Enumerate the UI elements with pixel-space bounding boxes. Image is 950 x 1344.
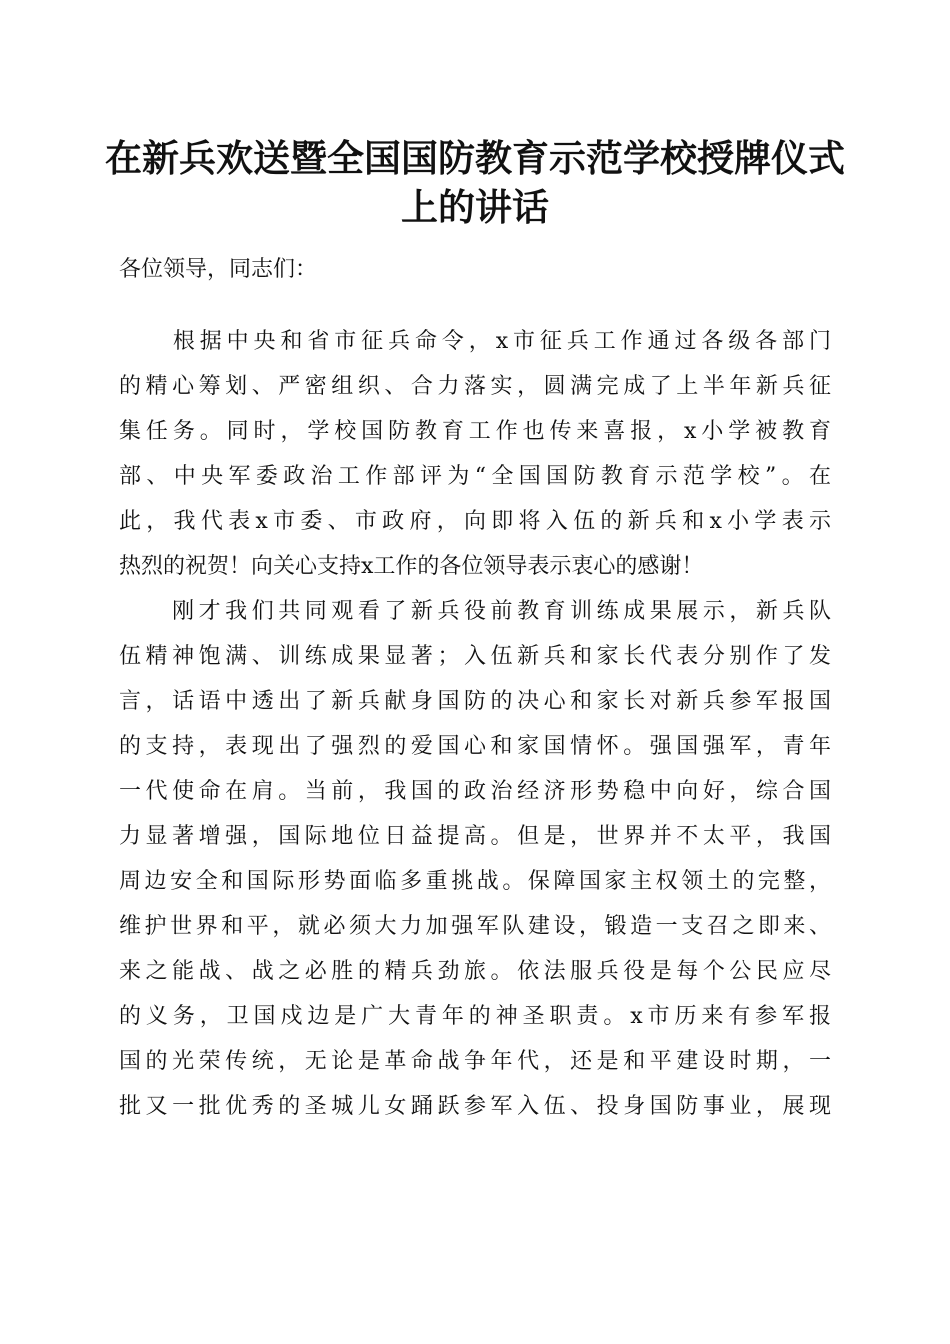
text-line: 维护世界和平，就必须大力加强军队建设，锻造一支召之即来、 xyxy=(119,914,831,939)
text-line: 批又一批优秀的圣城儿女踊跃参军入伍、投身国防事业，展现 xyxy=(119,1094,831,1119)
text-line: 国的光荣传统，无论是革命战争年代，还是和平建设时期，一 xyxy=(119,1049,831,1074)
text-line: 刚才我们共同观看了新兵役前教育训练成果展示，新兵队 xyxy=(119,599,831,624)
text-line: 伍精神饱满、训练成果显著；入伍新兵和家长代表分别作了发 xyxy=(119,644,831,669)
text-line: 部、中央军委政治工作部评为“全国国防教育示范学校”。在 xyxy=(119,464,831,489)
text-line: 周边安全和国际形势面临多重挑战。保障国家主权领土的完整， xyxy=(119,869,831,894)
text-line: 此，我代表x市委、市政府，向即将入伍的新兵和x小学表示 xyxy=(119,509,831,534)
text-line: 一代使命在肩。当前，我国的政治经济形势稳中向好，综合国 xyxy=(119,779,831,804)
text-line: 的支持，表现出了强烈的爱国心和家国情怀。强国强军，青年 xyxy=(119,734,831,759)
text-line: 的义务，卫国戍边是广大青年的神圣职责。x市历来有参军报 xyxy=(119,1004,831,1029)
text-line: 来之能战、战之必胜的精兵劲旅。依法服兵役是每个公民应尽 xyxy=(119,959,831,984)
greeting: 各位领导，同志们： xyxy=(119,257,318,282)
text-line: 力显著增强，国际地位日益提高。但是，世界并不太平，我国 xyxy=(119,824,831,849)
text-line: 热烈的祝贺！向关心支持x工作的各位领导表示衷心的感谢！ xyxy=(119,554,704,579)
text-line: 的精心筹划、严密组织、合力落实，圆满完成了上半年新兵征 xyxy=(119,374,831,399)
text-line: 集任务。同时，学校国防教育工作也传来喜报，x小学被教育 xyxy=(119,419,831,444)
document-title-line-1: 在新兵欢送暨全国国防教育示范学校授牌仪式 xyxy=(105,136,845,180)
text-line: 言，话语中透出了新兵献身国防的决心和家长对新兵参军报国 xyxy=(119,689,831,714)
text-line: 根据中央和省市征兵命令，x市征兵工作通过各级各部门 xyxy=(119,329,831,354)
document-title-line-2: 上的讲话 xyxy=(401,185,549,229)
